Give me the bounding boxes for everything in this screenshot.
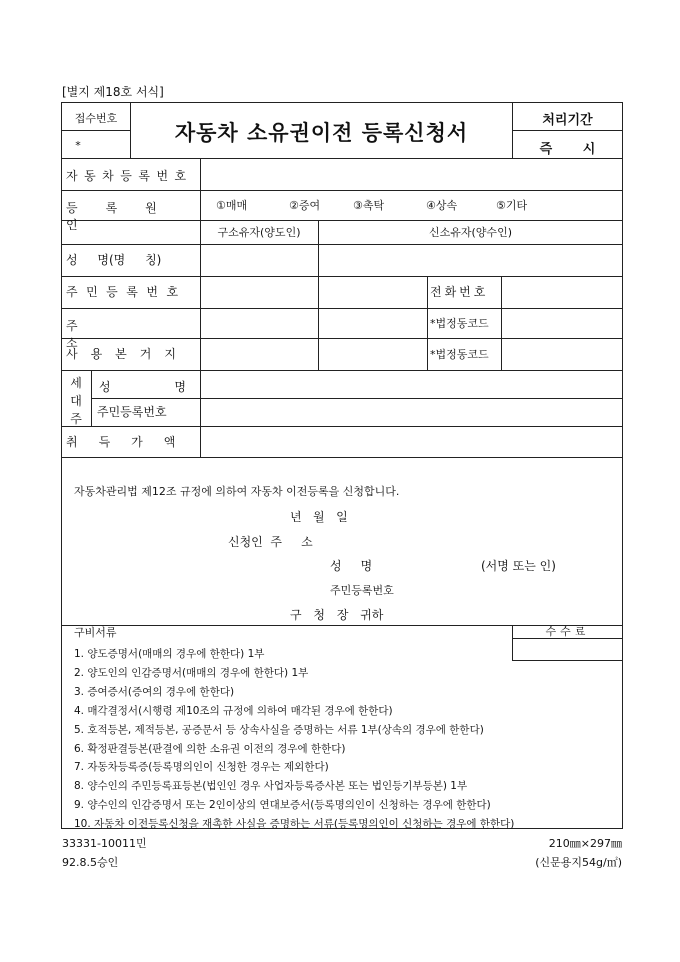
document-item: 9. 양수인의 인감증명서 또는 2인이상의 연대보증서(등록명의인이 신청하는 경우에 한한다) <box>74 799 491 812</box>
fee-box-bottom <box>512 660 623 661</box>
document-item: 5. 호적등본, 제적등본, 공증문서 등 상속사실을 증명하는 서류 1부(상속의 경우에 한한다) <box>74 723 484 736</box>
row-line-9 <box>91 398 623 399</box>
required-documents-label: 구비서류 <box>74 626 117 639</box>
recipient-label: 구 청 장 귀하 <box>290 608 384 622</box>
processing-period-value: 즉 시 <box>539 142 596 157</box>
household-resident-number-label: 주민등록번호 <box>97 405 167 419</box>
row-line-11 <box>61 457 623 458</box>
fee-box-mid <box>512 638 623 639</box>
applicant-resident-number-label: 주민등록번호 <box>330 584 394 597</box>
row-line-1 <box>61 158 623 159</box>
cause-option-gift[interactable]: ②증여 <box>289 199 321 212</box>
footer-form-code: 33331-10011민 <box>62 837 147 850</box>
frame-left <box>61 102 62 828</box>
row-line-4 <box>61 244 623 245</box>
applicant-name-label: 성 명 <box>330 559 373 573</box>
household-name-label <box>99 378 194 395</box>
documents-list <box>74 645 514 834</box>
document-item: 2. 양도인의 인감증명서(매매의 경우에 한한다) 1부 <box>74 666 309 679</box>
form-code-label: [별지 제18호 서식] <box>62 85 164 99</box>
cause-option-commission[interactable]: ③촉탁 <box>353 199 385 212</box>
address-label <box>66 317 194 351</box>
registration-cause-text: 등록원인 <box>66 201 185 232</box>
fee-label: 수수료 <box>545 625 590 638</box>
address-text: 주소 <box>66 319 183 350</box>
owner-column-divider <box>318 220 319 370</box>
resident-number-label: 주민등록번호 <box>66 285 187 299</box>
previous-owner-header: 구소유자(양도인) <box>217 226 301 239</box>
legal-dong-code-label-1: *법정동코드 <box>430 317 489 330</box>
application-date-line: 년 월 일 <box>290 510 348 524</box>
header-right-mid <box>512 130 623 131</box>
row-line-2 <box>61 190 623 191</box>
document-item: 3. 증여증서(증여의 경우에 한한다) <box>74 685 235 698</box>
row-line-5 <box>61 276 623 277</box>
frame-top <box>61 102 623 103</box>
usage-base-label: 사용본거지 <box>66 347 189 361</box>
vehicle-reg-number-label <box>66 167 194 184</box>
legal-dong-code-label-2: *법정동코드 <box>430 348 489 361</box>
receipt-number-label: 접수번호 <box>74 112 118 125</box>
signature-note: (서명 또는 인) <box>481 559 556 573</box>
household-head-label: 세대주 <box>70 376 82 426</box>
new-owner-header: 신소유자(양수인) <box>429 226 512 239</box>
footer-approval-date: 92.8.5승인 <box>62 856 119 869</box>
document-item: 6. 확정판결등본(판결에 의한 소유권 이전의 경우에 한한다) <box>74 742 346 755</box>
document-item: 1. 양도증명서(매매의 경우에 한한다) 1부 <box>74 648 265 660</box>
registration-cause-label <box>66 199 194 233</box>
phone-number-label: 전화번호 <box>430 285 489 299</box>
document-item: 4. 매각결정서(시행령 제10조의 규정에 의하여 매각된 경우에 한한다) <box>74 704 393 717</box>
receipt-number-value: * <box>75 139 81 152</box>
name-label: 성 명(명 칭) <box>66 253 162 267</box>
document-item: 7. 자동차등록증(등록명의인이 신청한 경우는 제외한다) <box>74 761 329 774</box>
application-statement: 자동차관리법 제12조 규정에 의하여 자동차 이전등록을 신청합니다. <box>74 485 400 498</box>
applicant-address-label: 신청인 주 소 <box>228 535 313 549</box>
row-line-6 <box>61 308 623 309</box>
cause-option-other[interactable]: ⑤기타 <box>496 199 528 212</box>
processing-period-label: 처리기간 <box>542 113 593 128</box>
label-column-divider <box>200 158 201 457</box>
form-title: 자동차 소유권이전 등록신청서 <box>174 120 469 145</box>
acquisition-price-label: 취득가액 <box>66 435 197 449</box>
cause-option-inheritance[interactable]: ④상속 <box>426 199 458 212</box>
code-label-right <box>501 276 502 370</box>
document-item: 10. 자동차 이전등록신청을 재촉한 사실을 증명하는 서류(등록명의인이 신청하는 경우에 한한다) <box>74 818 515 831</box>
document-item: 8. 양수인의 주민등록표등본(법인인 경우 사업자등록증사본 또는 법인등기부등본) 1부 <box>74 780 468 793</box>
code-label-left <box>427 276 428 370</box>
footer-paper-size: 210㎜×297㎜ <box>548 837 622 850</box>
vehicle-reg-number-text: 자동차등록번호 <box>66 169 193 183</box>
frame-right <box>622 102 623 828</box>
household-name-text: 성 명 <box>99 380 186 394</box>
row-line-8 <box>61 370 623 371</box>
cause-option-sale[interactable]: ①매매 <box>216 199 248 212</box>
row-line-10 <box>61 426 623 427</box>
header-left-mid <box>61 130 131 131</box>
footer-paper-type: (신문용지54g/㎡) <box>535 856 622 869</box>
household-divider <box>91 370 92 426</box>
